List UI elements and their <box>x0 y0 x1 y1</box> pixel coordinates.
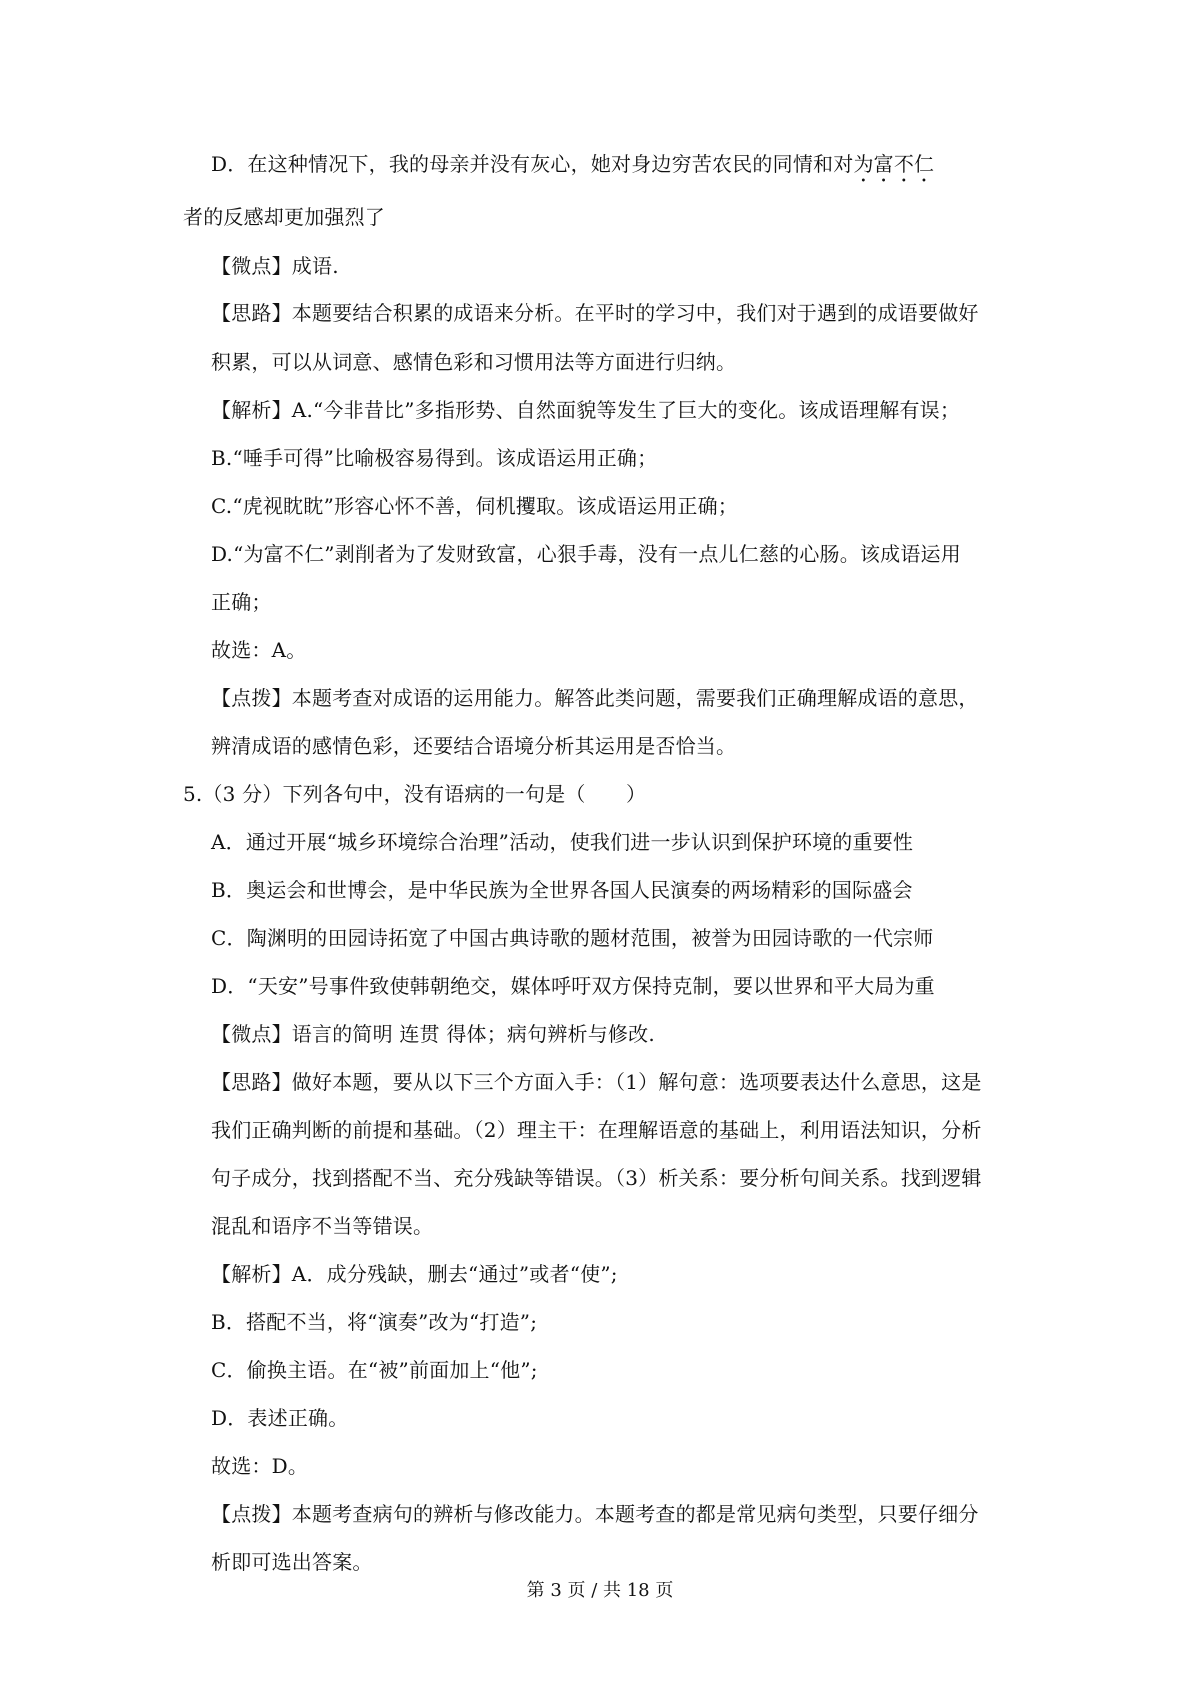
q4-tip-line2: 辨清成语的感情色彩，还要结合语境分析其运用是否恰当。 <box>211 734 737 758</box>
q5-analysis-a: 【解析】A．成分残缺，删去“通过”或者“使”; <box>211 1262 618 1286</box>
q4-analysis-c: C.“虎视眈眈”形容心怀不善，伺机攫取。该成语运用正确； <box>211 494 738 518</box>
q4-option-d-text: D．在这种情况下，我的母亲并没有灰心，她对身边穷苦农民的同情和对 <box>211 152 854 176</box>
q5-idea-line2: 我们正确判断的前提和基础。（2）理主干：在理解语意的基础上，利用语法知识，分析 <box>211 1118 982 1142</box>
q4-answer: 故选：A。 <box>211 638 307 662</box>
q4-analysis-a: 【解析】A.“今非昔比”多指形势、自然面貌等发生了巨大的变化。该成语理解有误； <box>211 398 961 422</box>
page-footer: 第 3 页 / 共 18 页 <box>526 1580 674 1601</box>
q5-tip-line1: 【点拨】本题考查病句的辨析与修改能力。本题考查的都是常见病句类型，只要仔细分 <box>211 1502 979 1526</box>
q5-idea-line3: 句子成分，找到搭配不当、充分残缺等错误。（3）析关系：要分析句间关系。找到逻辑 <box>211 1166 982 1190</box>
q5-analysis-b: B．搭配不当，将“演奏”改为“打造”; <box>211 1310 538 1334</box>
q5-option-c: C．陶渊明的田园诗拓宽了中国古典诗歌的题材范围，被誉为田园诗歌的一代宗师 <box>211 926 934 950</box>
q4-option-d-line2: 者的反感却更加强烈了 <box>183 205 385 229</box>
q4-option-d-emphasis: 为富不仁 <box>853 152 935 176</box>
q4-analysis-d-line1: D.“为富不仁”剥削者为了发财致富，心狠手毒，没有一点儿仁慈的心肠。该成语运用 <box>211 542 961 566</box>
q5-analysis-c: C．偷换主语。在“被”前面加上“他”; <box>211 1358 538 1382</box>
q5-option-b: B．奥运会和世博会，是中华民族为全世界各国人民演奏的两场精彩的国际盛会 <box>211 878 913 902</box>
q4-idea-line2: 积累，可以从词意、感情色彩和习惯用法等方面进行归纳。 <box>211 350 737 374</box>
q5-point: 【微点】语言的简明 连贯 得体；病句辨析与修改. <box>211 1022 655 1046</box>
q4-tip-line1: 【点拨】本题考查对成语的运用能力。解答此类问题，需要我们正确理解成语的意思， <box>211 686 979 710</box>
q5-analysis-d: D．表述正确。 <box>211 1406 349 1430</box>
q5-idea-line1: 【思路】做好本题，要从以下三个方面入手：（1）解句意：选项要表达什么意思，这是 <box>211 1070 982 1094</box>
q4-analysis-d-line2: 正确； <box>211 590 272 614</box>
q4-analysis-b: B.“唾手可得”比喻极容易得到。该成语运用正确； <box>211 446 658 470</box>
q4-option-d-line1 <box>211 150 934 187</box>
q4-point: 【微点】成语. <box>211 254 339 278</box>
q5-option-d: D．“天安”号事件致使韩朝绝交，媒体呼吁双方保持克制，要以世界和平大局为重 <box>211 974 935 998</box>
q5-question: 5.（3 分）下列各句中，没有语病的一句是（ ） <box>183 782 647 806</box>
q4-idea-line1: 【思路】本题要结合积累的成语来分析。在平时的学习中，我们对于遇到的成语要做好 <box>211 301 979 325</box>
q5-tip-line2: 析即可选出答案。 <box>211 1550 373 1574</box>
q5-idea-line4: 混乱和语序不当等错误。 <box>211 1214 434 1238</box>
q5-answer: 故选：D。 <box>211 1454 309 1478</box>
q5-option-a: A．通过开展“城乡环境综合治理”活动，使我们进一步认识到保护环境的重要性 <box>211 830 914 854</box>
